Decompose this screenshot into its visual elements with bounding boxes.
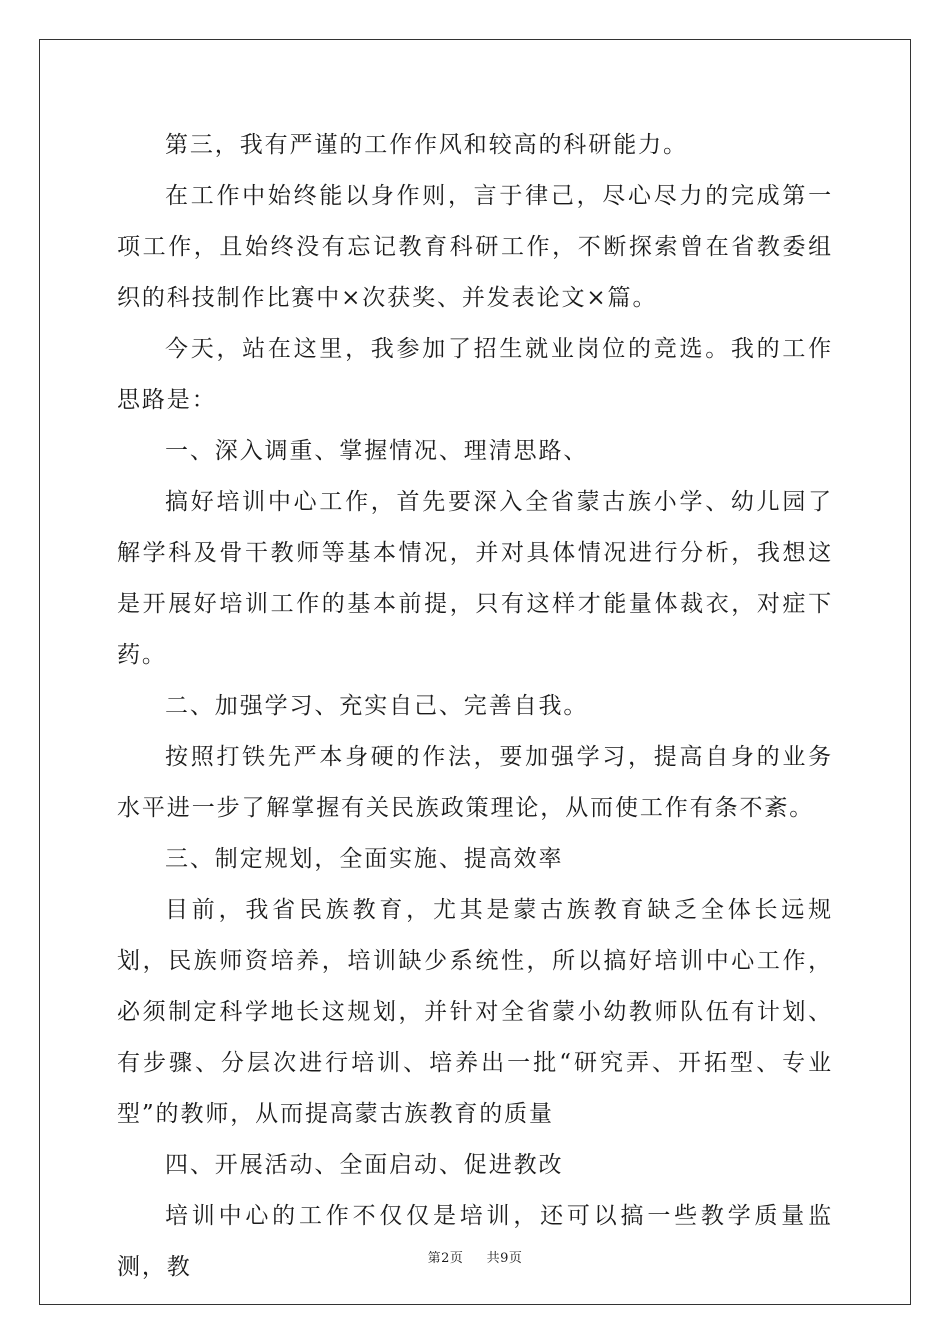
page-number-total: 共9页 [486, 1251, 523, 1266]
paragraph-section-2: 按照打铁先严本身硬的作法，要加强学习，提高自身的业务水平进一步了解掌握有关民族政策理论，从而使工作有条不紊。 [117, 744, 833, 821]
paragraph-today: 今天，站在这里，我参加了招生就业岗位的竞选。我的工作思路是： [117, 336, 833, 413]
section-heading-2: 二、加强学习、充实自己、完善自我。 [165, 693, 589, 719]
page-footer [0, 1247, 950, 1266]
paragraph-intro-third: 第三，我有严谨的工作作风和较高的科研能力。 [165, 132, 688, 158]
section-heading-4: 四、开展活动、全面启动、促进教改 [165, 1152, 564, 1178]
page-number-current: 第2页 [427, 1251, 464, 1266]
paragraph-section-3: 目前，我省民族教育，尤其是蒙古族教育缺乏全体长远规划，民族师资培养，培训缺少系统性，所以搞好培训中心工作，必须制定科学地长这规划，并针对全省蒙小幼教师队伍有计划、有步骤、分层次进行培训、培养出一批“研究弄、开拓型、专业型”的教师，从而提高蒙古族教育的质量 [117, 897, 833, 1127]
paragraph-section-4: 培训中心的工作不仅仅是培训，还可以搞一些教学质量监测，教 [117, 1203, 833, 1280]
document-body [117, 120, 833, 1293]
paragraph-section-1: 搞好培训中心工作，首先要深入全省蒙古族小学、幼儿园了解学科及骨干教师等基本情况，并对具体情况进行分析，我想这是开展好培训工作的基本前提，只有这样才能量体裁衣，对症下药。 [117, 489, 833, 668]
section-heading-1: 一、深入调重、掌握情况、理清思路、 [165, 438, 589, 464]
section-heading-3: 三、制定规划，全面实施、提高效率 [165, 846, 564, 872]
paragraph-work-style: 在工作中始终能以身作则，言于律己，尽心尽力的完成第一项工作，且始终没有忘记教育科研工作，不断探索曾在省教委组织的科技制作比赛中×次获奖、并发表论文×篇。 [117, 183, 833, 311]
